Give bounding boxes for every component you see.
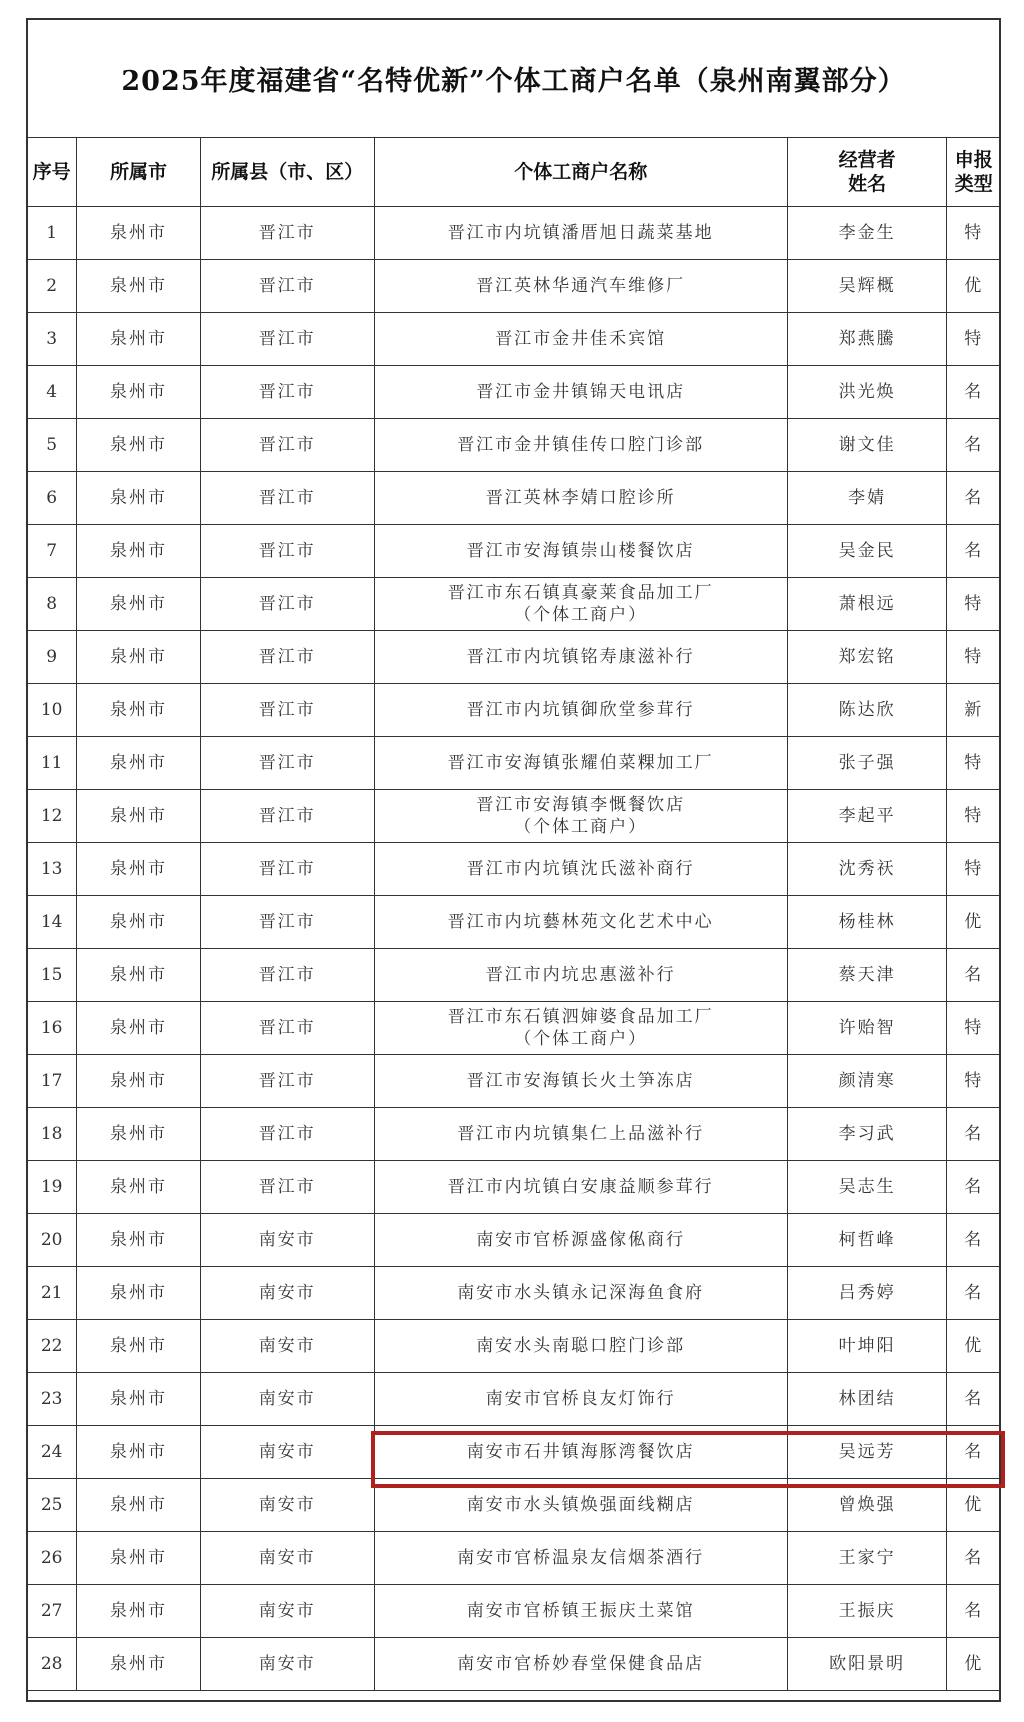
table-row (27, 1161, 1001, 1214)
city-cell: 泉州市 (77, 896, 201, 949)
county-cell: 晋江市 (200, 419, 374, 472)
type-cell: 名 (947, 419, 1001, 472)
name-line1: 晋江市内坑镇御欣堂参茸行 (466, 700, 695, 720)
county-cell: 晋江市 (200, 1002, 374, 1055)
seq-cell: 9 (27, 631, 77, 684)
table-row (27, 1108, 1001, 1161)
type-cell: 名 (947, 472, 1001, 525)
name-cell (374, 366, 787, 419)
table-row (27, 790, 1001, 843)
operator-cell: 沈秀祆 (787, 843, 947, 896)
document-title: 2025年度福建省“名特优新”个体工商户名单（泉州南翼部分） (121, 66, 906, 97)
county-cell: 南安市 (200, 1214, 374, 1267)
table-header-row (27, 138, 1001, 207)
operator-cell: 吴辉概 (787, 260, 947, 313)
city-cell: 泉州市 (77, 419, 201, 472)
table-row (27, 1426, 1001, 1479)
name-line1: 南安水头南聪口腔门诊部 (476, 1336, 686, 1356)
city-cell: 泉州市 (77, 1267, 201, 1320)
type-cell: 优 (947, 260, 1001, 313)
name-line1: 晋江市金井佳禾宾馆 (495, 329, 667, 349)
operator-cell: 李起平 (787, 790, 947, 843)
type-cell: 名 (947, 366, 1001, 419)
seq-cell: 28 (27, 1638, 77, 1691)
seq-cell: 10 (27, 684, 77, 737)
header-seq: 序号 (27, 138, 77, 207)
header-type-line2: 类型 (954, 173, 993, 195)
name-cell (374, 684, 787, 737)
operator-cell: 曾焕强 (787, 1479, 947, 1532)
seq-cell: 18 (27, 1108, 77, 1161)
type-cell: 优 (947, 1479, 1001, 1532)
name-line1: 晋江市东石镇真豪莱食品加工厂 (447, 583, 714, 603)
seq-cell: 12 (27, 790, 77, 843)
county-cell: 晋江市 (200, 472, 374, 525)
type-cell: 名 (947, 1426, 1001, 1479)
seq-cell: 11 (27, 737, 77, 790)
table-row (27, 1002, 1001, 1055)
city-cell: 泉州市 (77, 366, 201, 419)
operator-cell: 李习武 (787, 1108, 947, 1161)
name-cell (374, 419, 787, 472)
type-cell: 名 (947, 1585, 1001, 1638)
name-cell (374, 737, 787, 790)
operator-cell: 郑燕騰 (787, 313, 947, 366)
table-row (27, 1267, 1001, 1320)
type-cell: 特 (947, 1055, 1001, 1108)
merchant-table (26, 137, 1001, 1691)
name-line1: 晋江市内坑镇铭寿康滋补行 (466, 647, 695, 667)
header-city: 所属市 (77, 138, 201, 207)
table-row (27, 1055, 1001, 1108)
table-row (27, 631, 1001, 684)
name-line1: 晋江市安海镇张耀伯菜粿加工厂 (447, 753, 714, 773)
city-cell: 泉州市 (77, 1108, 201, 1161)
seq-cell: 25 (27, 1479, 77, 1532)
name-line1: 晋江市内坑忠惠滋补行 (485, 965, 676, 985)
operator-cell: 张子强 (787, 737, 947, 790)
city-cell: 泉州市 (77, 578, 201, 631)
header-name: 个体工商户名称 (374, 138, 787, 207)
city-cell: 泉州市 (77, 1426, 201, 1479)
county-cell: 晋江市 (200, 578, 374, 631)
county-cell: 晋江市 (200, 1161, 374, 1214)
header-operator-line2: 姓名 (848, 173, 887, 195)
name-cell (374, 1161, 787, 1214)
type-cell: 特 (947, 843, 1001, 896)
type-cell: 名 (947, 1161, 1001, 1214)
name-line1: 南安市水头镇永记深海鱼食府 (457, 1283, 705, 1303)
type-cell: 名 (947, 949, 1001, 1002)
table-row (27, 684, 1001, 737)
type-cell: 优 (947, 896, 1001, 949)
seq-cell: 27 (27, 1585, 77, 1638)
type-cell: 特 (947, 313, 1001, 366)
name-line2: （个体工商户） (514, 605, 648, 625)
seq-cell: 4 (27, 366, 77, 419)
table-row (27, 578, 1001, 631)
name-cell (374, 631, 787, 684)
name-cell (374, 1373, 787, 1426)
name-cell (374, 1002, 787, 1055)
seq-cell: 1 (27, 207, 77, 260)
document-sheet (26, 18, 1001, 1702)
type-cell: 优 (947, 1320, 1001, 1373)
county-cell: 晋江市 (200, 843, 374, 896)
operator-cell: 叶坤阳 (787, 1320, 947, 1373)
city-cell: 泉州市 (77, 1161, 201, 1214)
city-cell: 泉州市 (77, 790, 201, 843)
county-cell: 南安市 (200, 1320, 374, 1373)
name-cell (374, 1108, 787, 1161)
name-line1: 晋江市内坑镇白安康益顺参茸行 (447, 1177, 714, 1197)
table-row (27, 260, 1001, 313)
city-cell: 泉州市 (77, 1002, 201, 1055)
name-cell (374, 949, 787, 1002)
name-line1: 晋江市东石镇泗婶婆食品加工厂 (447, 1007, 714, 1027)
city-cell: 泉州市 (77, 1585, 201, 1638)
table-row (27, 1585, 1001, 1638)
type-cell: 优 (947, 1638, 1001, 1691)
county-cell: 晋江市 (200, 737, 374, 790)
name-cell (374, 1426, 787, 1479)
seq-cell: 7 (27, 525, 77, 578)
table-row (27, 419, 1001, 472)
name-cell (374, 472, 787, 525)
county-cell: 晋江市 (200, 525, 374, 578)
table-row (27, 843, 1001, 896)
type-cell: 名 (947, 1108, 1001, 1161)
type-cell: 名 (947, 525, 1001, 578)
name-cell (374, 207, 787, 260)
header-operator (787, 138, 947, 207)
type-cell: 名 (947, 1267, 1001, 1320)
name-cell (374, 1479, 787, 1532)
city-cell: 泉州市 (77, 313, 201, 366)
city-cell: 泉州市 (77, 1214, 201, 1267)
county-cell: 晋江市 (200, 949, 374, 1002)
type-cell: 特 (947, 1002, 1001, 1055)
table-row (27, 525, 1001, 578)
name-cell (374, 843, 787, 896)
city-cell: 泉州市 (77, 1055, 201, 1108)
seq-cell: 20 (27, 1214, 77, 1267)
city-cell: 泉州市 (77, 1373, 201, 1426)
name-cell (374, 313, 787, 366)
name-line1: 晋江市安海镇长火土笋冻店 (466, 1071, 695, 1091)
name-cell (374, 1532, 787, 1585)
name-cell (374, 1638, 787, 1691)
type-cell: 名 (947, 1373, 1001, 1426)
name-line1: 晋江市安海镇李慨餐饮店 (476, 795, 686, 815)
header-type-line1: 申报 (954, 149, 993, 171)
name-line1: 南安市官桥镇王振庆土菜馆 (466, 1601, 695, 1621)
operator-cell: 吕秀婷 (787, 1267, 947, 1320)
name-cell (374, 1320, 787, 1373)
city-cell: 泉州市 (77, 207, 201, 260)
seq-cell: 16 (27, 1002, 77, 1055)
name-line1: 南安市石井镇海豚湾餐饮店 (466, 1442, 695, 1462)
name-cell (374, 525, 787, 578)
table-row (27, 366, 1001, 419)
city-cell: 泉州市 (77, 1479, 201, 1532)
seq-cell: 22 (27, 1320, 77, 1373)
operator-cell: 王振庆 (787, 1585, 947, 1638)
seq-cell: 19 (27, 1161, 77, 1214)
county-cell: 南安市 (200, 1532, 374, 1585)
table-row (27, 207, 1001, 260)
city-cell: 泉州市 (77, 684, 201, 737)
table-row (27, 472, 1001, 525)
name-line1: 晋江市内坑镇潘厝旭日蔬菜基地 (447, 223, 714, 243)
table-row (27, 1214, 1001, 1267)
name-cell (374, 1585, 787, 1638)
city-cell: 泉州市 (77, 1320, 201, 1373)
city-cell: 泉州市 (77, 472, 201, 525)
county-cell: 南安市 (200, 1267, 374, 1320)
county-cell: 晋江市 (200, 313, 374, 366)
operator-cell: 吴金民 (787, 525, 947, 578)
name-cell (374, 578, 787, 631)
seq-cell: 24 (27, 1426, 77, 1479)
name-cell (374, 790, 787, 843)
seq-cell: 3 (27, 313, 77, 366)
name-cell (374, 1055, 787, 1108)
seq-cell: 5 (27, 419, 77, 472)
type-cell: 特 (947, 207, 1001, 260)
county-cell: 南安市 (200, 1638, 374, 1691)
table-row (27, 949, 1001, 1002)
name-line1: 南安市官桥源盛傢俬商行 (476, 1230, 686, 1250)
city-cell: 泉州市 (77, 737, 201, 790)
city-cell: 泉州市 (77, 631, 201, 684)
table-row (27, 737, 1001, 790)
city-cell: 泉州市 (77, 1532, 201, 1585)
name-cell (374, 1267, 787, 1320)
name-line2: （个体工商户） (514, 817, 648, 837)
type-cell: 特 (947, 737, 1001, 790)
operator-cell: 郑宏铭 (787, 631, 947, 684)
name-line1: 晋江市内坑镇沈氏滋补商行 (466, 859, 695, 879)
operator-cell: 许贻智 (787, 1002, 947, 1055)
seq-cell: 2 (27, 260, 77, 313)
name-line1: 南安市水头镇焕强面线糊店 (466, 1495, 695, 1515)
operator-cell: 颜清寒 (787, 1055, 947, 1108)
table-row (27, 313, 1001, 366)
operator-cell: 蔡天津 (787, 949, 947, 1002)
county-cell: 晋江市 (200, 207, 374, 260)
seq-cell: 21 (27, 1267, 77, 1320)
table-row (27, 1320, 1001, 1373)
name-line1: 晋江市内坑镇集仁上品滋补行 (457, 1124, 705, 1144)
operator-cell: 欧阳景明 (787, 1638, 947, 1691)
seq-cell: 17 (27, 1055, 77, 1108)
county-cell: 晋江市 (200, 684, 374, 737)
county-cell: 晋江市 (200, 1055, 374, 1108)
operator-cell: 王家宁 (787, 1532, 947, 1585)
county-cell: 晋江市 (200, 790, 374, 843)
name-cell (374, 260, 787, 313)
operator-cell: 柯哲峰 (787, 1214, 947, 1267)
seq-cell: 26 (27, 1532, 77, 1585)
city-cell: 泉州市 (77, 1638, 201, 1691)
type-cell: 特 (947, 790, 1001, 843)
county-cell: 南安市 (200, 1373, 374, 1426)
county-cell: 南安市 (200, 1426, 374, 1479)
table-row (27, 1532, 1001, 1585)
table-row (27, 896, 1001, 949)
operator-cell: 李婧 (787, 472, 947, 525)
city-cell: 泉州市 (77, 843, 201, 896)
type-cell: 特 (947, 578, 1001, 631)
table-row (27, 1638, 1001, 1691)
header-operator-line1: 经营者 (838, 149, 896, 171)
name-line1: 晋江市金井镇锦天电讯店 (476, 382, 686, 402)
table-row (27, 1373, 1001, 1426)
operator-cell: 杨桂林 (787, 896, 947, 949)
name-line1: 晋江市安海镇崇山楼餐饮店 (466, 541, 695, 561)
type-cell: 名 (947, 1532, 1001, 1585)
header-type (947, 138, 1001, 207)
seq-cell: 6 (27, 472, 77, 525)
type-cell: 名 (947, 1214, 1001, 1267)
name-line2: （个体工商户） (514, 1029, 648, 1049)
name-line1: 南安市官桥良友灯饰行 (485, 1389, 676, 1409)
operator-cell: 洪光焕 (787, 366, 947, 419)
county-cell: 晋江市 (200, 631, 374, 684)
seq-cell: 8 (27, 578, 77, 631)
operator-cell: 林团结 (787, 1373, 947, 1426)
county-cell: 南安市 (200, 1585, 374, 1638)
seq-cell: 14 (27, 896, 77, 949)
operator-cell: 萧根远 (787, 578, 947, 631)
name-cell (374, 896, 787, 949)
seq-cell: 15 (27, 949, 77, 1002)
city-cell: 泉州市 (77, 949, 201, 1002)
operator-cell: 吴志生 (787, 1161, 947, 1214)
name-line1: 晋江英林华通汽车维修厂 (476, 276, 686, 296)
name-line1: 南安市官桥温泉友信烟茶酒行 (457, 1548, 705, 1568)
type-cell: 特 (947, 631, 1001, 684)
operator-cell: 谢文佳 (787, 419, 947, 472)
type-cell: 新 (947, 684, 1001, 737)
county-cell: 南安市 (200, 1479, 374, 1532)
name-line1: 晋江市内坑藝林苑文化艺术中心 (447, 912, 714, 932)
name-line1: 晋江英林李婧口腔诊所 (485, 488, 676, 508)
operator-cell: 吴远芳 (787, 1426, 947, 1479)
seq-cell: 23 (27, 1373, 77, 1426)
operator-cell: 李金生 (787, 207, 947, 260)
county-cell: 晋江市 (200, 260, 374, 313)
table-row (27, 1479, 1001, 1532)
name-cell (374, 1214, 787, 1267)
county-cell: 晋江市 (200, 896, 374, 949)
city-cell: 泉州市 (77, 525, 201, 578)
city-cell: 泉州市 (77, 260, 201, 313)
operator-cell: 陈达欣 (787, 684, 947, 737)
name-line1: 晋江市金井镇佳传口腔门诊部 (457, 435, 705, 455)
header-county: 所属县（市、区） (200, 138, 374, 207)
county-cell: 晋江市 (200, 366, 374, 419)
county-cell: 晋江市 (200, 1108, 374, 1161)
name-line1: 南安市官桥妙春堂保健食品店 (457, 1654, 705, 1674)
seq-cell: 13 (27, 843, 77, 896)
